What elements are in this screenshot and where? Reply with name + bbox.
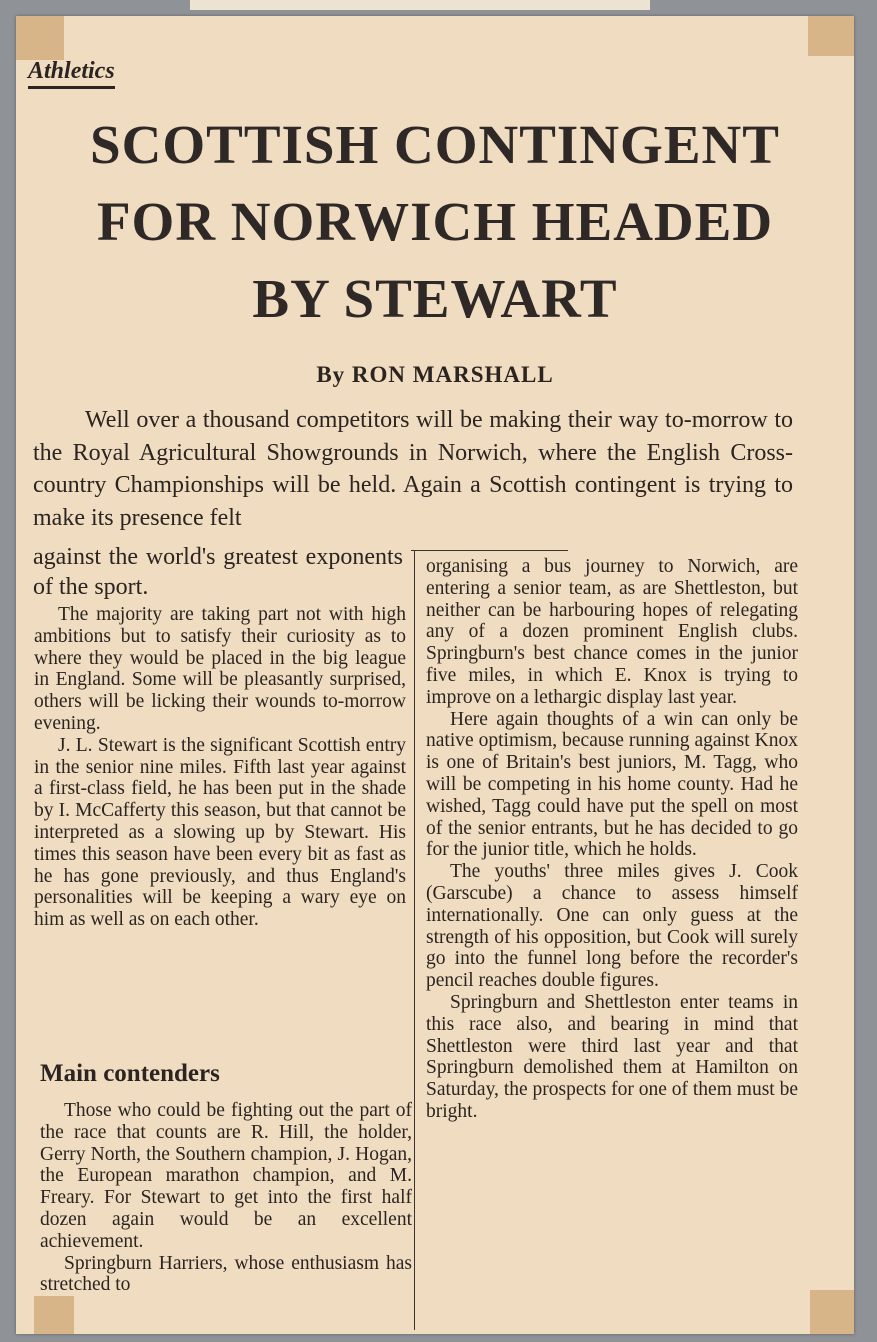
newspaper-clipping	[16, 16, 854, 1334]
headline-line: FOR NORWICH HEADED	[96, 191, 774, 252]
right-column	[426, 556, 798, 1123]
background-paper-strip	[190, 0, 650, 10]
paragraph: Springburn and Shettleston enter teams in this race also, and bearing in mind that Shettleston were third last year and that Springburn demolished them at Hamilton on Saturday, the prospects for one of them must be bright.	[426, 991, 798, 1122]
paragraph: Springburn Harriers, whose enthusiasm has stretched to	[40, 1252, 412, 1296]
section-label: Athletics	[28, 58, 115, 89]
left-column-lower	[40, 1100, 412, 1296]
headline-line: SCOTTISH CONTINGENT	[90, 114, 780, 175]
paragraph: organising a bus journey to Norwich, are entering a senior team, as are Shettleston, but neither can be harbouring hopes of relegating any of a dozen prominent English clubs. Springburn's best chance comes in the junior five miles, in which E. Knox is trying to improve on a lethargic display last year.	[426, 556, 798, 708]
subheading: Main contenders	[40, 1060, 220, 1087]
tape-mark	[810, 1290, 854, 1334]
lead-paragraph: Well over a thousand competitors will be making their way to-morrow to the Royal Agricultural Showgrounds in Norwich, where the English Cross-country Championships will be held. Again a Scottish contingent is trying to make its presence felt	[33, 407, 793, 531]
headline	[16, 106, 854, 337]
byline: By RON MARSHALL	[316, 362, 554, 387]
paragraph: J. L. Stewart is the significant Scottish entry in the senior nine miles. Fifth last year against a first-class field, he has been put in the shade by I. McCafferty this season, but that cannot be interpreted as a slowing up by Stewart. His times this season have been every bit as fast as he has gone previously, and thus England's personalities will be keeping a wary eye on him as well as on each other.	[34, 734, 406, 931]
tape-mark	[16, 16, 64, 60]
paragraph: Those who could be fighting out the part of the race that counts are R. Hill, the holder, Gerry North, the Southern champion, J. Hogan, the European marathon champion, and M. Freary. For Stewart to get into the first half dozen again would be an excellent achievement.	[40, 1100, 412, 1252]
paragraph: The youths' three miles gives J. Cook (Garscube) a chance to assess himself internationally. One can only guess at the strength of his opposition, but Cook will surely go into the funnel long before the recorder's pencil reaches double figures.	[426, 861, 798, 992]
lead-paragraph-tail: against the world's greatest exponents of the sport.	[33, 544, 403, 600]
paragraph: Here again thoughts of a win can only be native optimism, because running against Knox is one of Britain's best juniors, M. Tagg, who will be competing in his home county. Had he wished, Tagg could have put the spell on most of the senior entrants, but he has decided to go for the junior title, which he holds.	[426, 708, 798, 861]
column-rule-vertical	[414, 550, 415, 1330]
tape-mark	[34, 1296, 74, 1334]
column-rule-horizontal	[411, 550, 568, 551]
tape-mark	[808, 16, 854, 56]
left-column	[34, 604, 406, 931]
headline-line: BY STEWART	[252, 268, 618, 329]
paragraph: The majority are taking part not with high ambitions but to satisfy their curiosity as to where they would be placed in the big league in England. Some will be pleasantly surprised, others will be licking their wounds to-morrow evening.	[34, 604, 406, 734]
